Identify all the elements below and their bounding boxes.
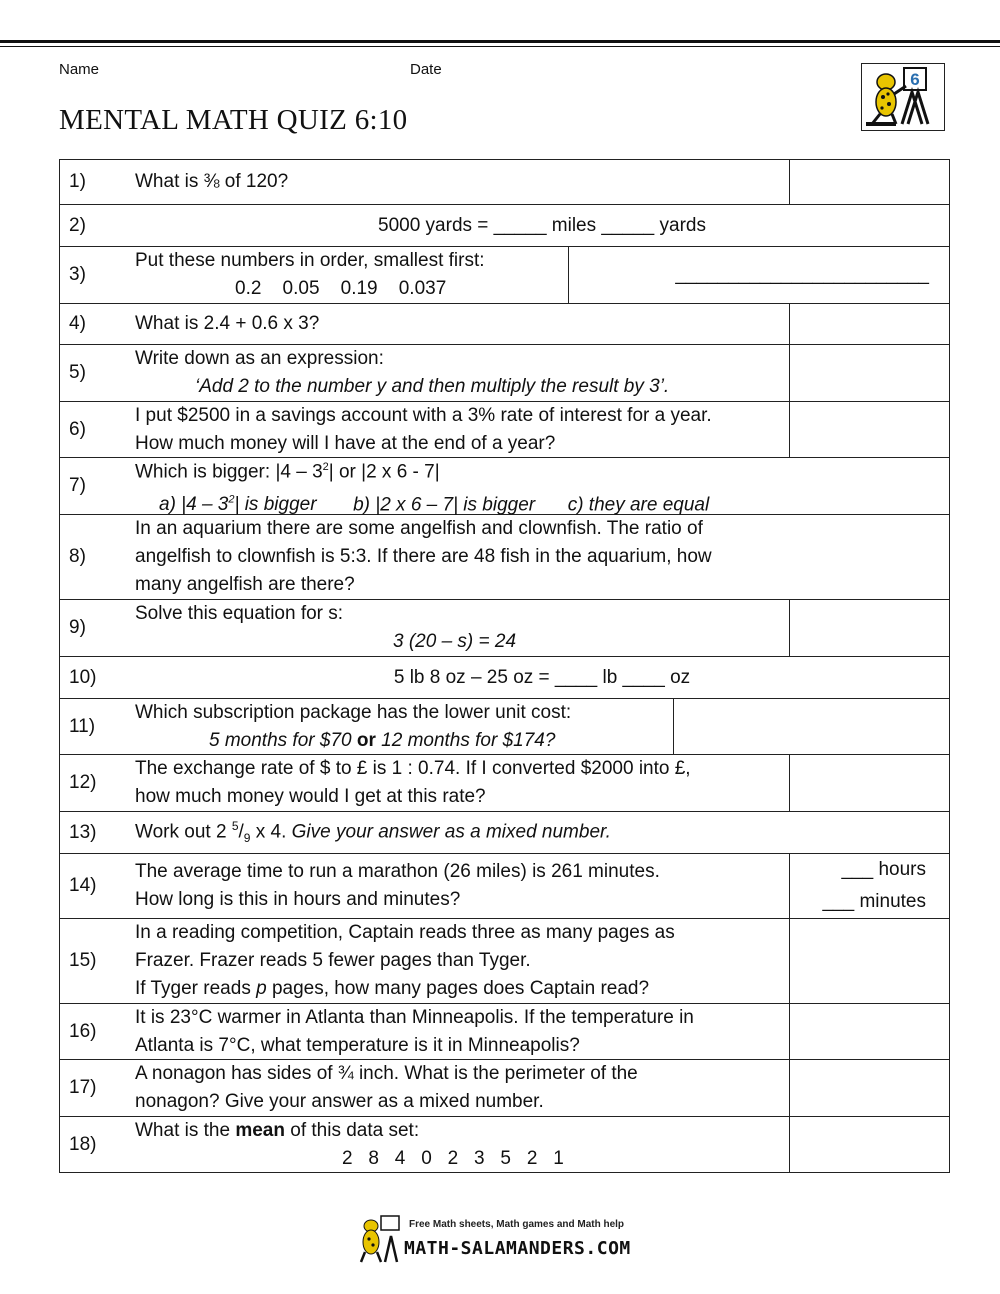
option-b[interactable]: b) |2 x 6 – 7| is bigger <box>353 494 536 516</box>
minutes-blank[interactable]: ___ minutes <box>822 891 926 912</box>
question-row-4 <box>60 304 949 345</box>
answer-box[interactable] <box>789 1060 949 1116</box>
answer-box[interactable] <box>673 699 949 754</box>
question-line: If Tyger reads p pages, how many pages does Captain read? <box>135 978 650 999</box>
question-line: | or |2 x 6 - 7| <box>328 461 440 482</box>
question-text: 5 lb 8 oz – 25 oz = ____ lb ____ oz <box>393 666 691 688</box>
question-row-12 <box>60 755 949 812</box>
option-c[interactable]: c) they are equal <box>567 494 710 516</box>
question-number: 11) <box>69 715 96 737</box>
answer-blank[interactable]: ______ <box>865 264 929 285</box>
question-row-18 <box>60 1117 949 1172</box>
question-line: Atlanta is 7°C, what temperature is it in Minneapolis? <box>135 1034 580 1056</box>
question-line: Which subscription package has the lower unit cost: <box>135 701 572 723</box>
footer-tagline: Free Math sheets, Math games and Math help <box>409 1219 625 1230</box>
footer-salamander-icon <box>357 1212 403 1264</box>
question-number: 3) <box>69 264 86 285</box>
or-keyword: or <box>356 729 376 751</box>
question-row-13 <box>60 812 949 854</box>
question-line: It is 23°C warmer in Atlanta than Minneapolis. If the temperature in <box>135 1006 694 1028</box>
question-line: Which is bigger: |4 – 3 <box>135 461 323 482</box>
answer-box[interactable] <box>789 919 949 1003</box>
question-line: What is the mean of this data set: <box>135 1119 420 1141</box>
question-line: In an aquarium there are some angelfish and clownfish. The ratio of <box>135 518 703 539</box>
answer-blank[interactable]: ______ <box>738 264 803 285</box>
question-row-11 <box>60 699 949 755</box>
answer-box[interactable] <box>789 755 949 811</box>
data-set: 2 8 4 0 2 3 5 2 1 <box>342 1147 564 1169</box>
question-text: What is 2.4 + 0.6 x 3? <box>135 313 320 334</box>
question-number: 2) <box>69 214 86 236</box>
question-number: 12) <box>69 772 97 793</box>
question-text: What is ⅜ of 120? <box>135 171 289 192</box>
answer-area[interactable] <box>789 812 949 853</box>
question-line: A nonagon has sides of ¾ inch. What is the perimeter of the <box>135 1063 638 1084</box>
offer-b: 12 months for $174? <box>375 729 556 751</box>
question-number: 7) <box>69 475 86 496</box>
question-line: how much money would I get at this rate? <box>135 786 486 807</box>
answer-box[interactable] <box>789 402 949 457</box>
question-number: 9) <box>69 617 86 638</box>
answer-blank[interactable]: ______ <box>675 264 739 285</box>
question-line: Put these numbers in order, smallest first: <box>135 250 485 271</box>
top-rule-thick <box>0 40 1000 43</box>
question-number: 17) <box>69 1077 97 1098</box>
question-number: 5) <box>69 362 86 383</box>
quiz-table <box>59 159 950 1173</box>
question-row-8 <box>60 515 949 600</box>
question-number: 15) <box>69 950 97 971</box>
salamander-logo <box>861 63 945 131</box>
question-row-15 <box>60 919 949 1004</box>
question-row-6 <box>60 402 949 458</box>
answer-box[interactable] <box>789 1004 949 1059</box>
question-row-17 <box>60 1060 949 1117</box>
question-row-10 <box>60 657 949 699</box>
answer-box[interactable] <box>789 600 949 656</box>
question-row-14 <box>60 854 949 919</box>
question-line: How much money will I have at the end of a year? <box>135 432 556 454</box>
question-number: 1) <box>69 171 86 192</box>
question-number: 13) <box>69 821 97 843</box>
answer-box[interactable] <box>789 345 949 401</box>
time-answer-box[interactable] <box>789 854 949 918</box>
answer-box[interactable] <box>789 160 949 204</box>
question-line: Solve this equation for s: <box>135 603 344 624</box>
logo-grade-number: 6 <box>910 70 920 89</box>
question-line: I put $2500 in a savings account with a 3% rate of interest for a year. <box>135 404 712 426</box>
date-label: Date <box>410 61 442 78</box>
question-line: The average time to run a marathon (26 miles) is 261 minutes. <box>135 861 660 882</box>
question-number: 14) <box>69 875 97 896</box>
question-line: angelfish to clownfish is 5:3. If there are 48 fish in the aquarium, how <box>135 546 712 567</box>
name-label: Name <box>59 61 100 78</box>
answer-box[interactable] <box>789 1117 949 1172</box>
equation: 3 (20 – s) = 24 <box>393 631 517 652</box>
question-row-2 <box>60 205 949 247</box>
question-row-3 <box>60 247 949 304</box>
question-number: 16) <box>69 1020 97 1042</box>
question-row-1 <box>60 160 949 205</box>
question-row-16 <box>60 1004 949 1060</box>
question-text: Work out 2 $^5/_9$ x 4. Give your answer as a mixed number. <box>135 819 611 846</box>
page-title: MENTAL MATH QUIZ 6:10 <box>59 104 408 136</box>
exponent: 2 <box>322 460 329 473</box>
option-a[interactable]: a) $|4 - 3^2|$ is bigger <box>159 494 317 516</box>
question-number: 8) <box>69 546 86 567</box>
top-rule-thin <box>0 46 1000 47</box>
question-row-5 <box>60 345 949 402</box>
answer-box[interactable] <box>789 304 949 344</box>
question-text: 5000 yards = _____ miles _____ yards <box>378 214 706 236</box>
question-row-7 <box>60 458 949 515</box>
question-number: 4) <box>69 313 86 334</box>
question-line: Write down as an expression: <box>135 348 384 369</box>
question-line: In a reading competition, Captain reads three as many pages as <box>135 922 675 943</box>
order-answer-box[interactable] <box>568 247 949 303</box>
question-line: Frazer. Frazer reads 5 fewer pages than Tyger. <box>135 950 531 971</box>
expression-prompt: ‘Add 2 to the number y and then multiply the result by 3’. <box>195 376 670 397</box>
question-number: 10) <box>69 666 97 688</box>
number-list: 0.2 0.05 0.19 0.037 <box>235 278 447 299</box>
question-line: The exchange rate of $ to £ is 1 : 0.74. If I converted $2000 into £, <box>135 758 691 779</box>
question-line: How long is this in hours and minutes? <box>135 889 461 910</box>
footer-site-link[interactable]: MATH-SALAMANDERS.COM <box>404 1238 631 1259</box>
hours-blank[interactable]: ___ hours <box>841 859 926 880</box>
question-line: nonagon? Give your answer as a mixed number. <box>135 1091 544 1112</box>
answer-blank[interactable]: ______ <box>802 264 866 285</box>
question-row-9 <box>60 600 949 657</box>
answer-area[interactable] <box>789 458 949 514</box>
offer-a: 5 months for $70 <box>209 729 357 751</box>
footer-brand[interactable] <box>357 1212 647 1264</box>
question-number: 18) <box>69 1133 97 1155</box>
question-number: 6) <box>69 418 86 440</box>
question-line: many angelfish are there? <box>135 574 355 595</box>
